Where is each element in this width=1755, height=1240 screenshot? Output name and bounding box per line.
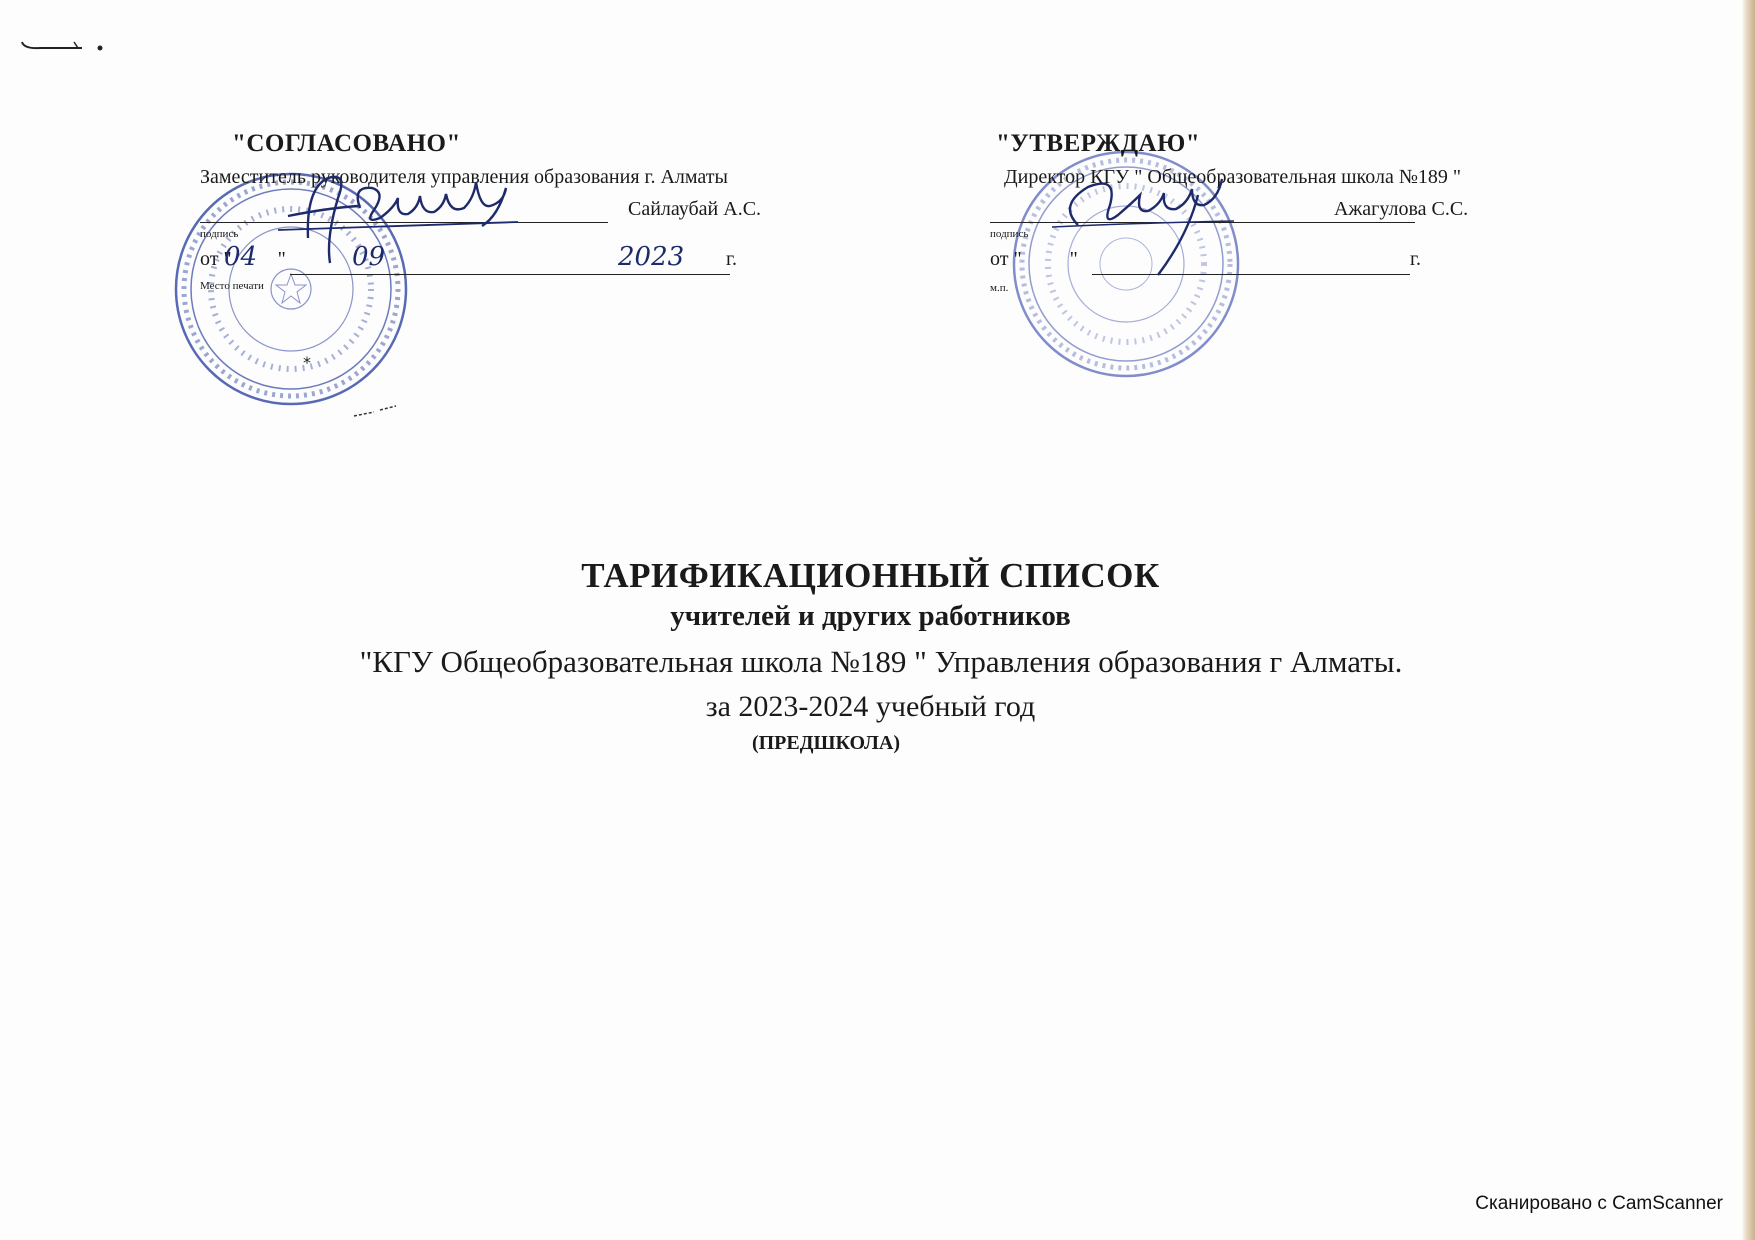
right-date-quote-close: "	[1069, 248, 1078, 270]
right-approval-heading: "УТВЕРЖДАЮ"	[996, 130, 1201, 157]
left-approval-heading: "СОГЛАСОВАНО"	[232, 130, 461, 157]
page-edge-shadow	[1741, 0, 1755, 1240]
document-subtitle: учителей и других работников	[670, 600, 1071, 632]
left-date-prefix: от "	[200, 248, 232, 270]
left-handwritten-signature	[268, 168, 530, 278]
scanner-watermark: Сканировано с CamScanner	[1475, 1193, 1723, 1214]
right-handwritten-signature	[1048, 165, 1238, 285]
right-approver-position: Директор КГУ " Общеобразовательная школа №189 "	[1004, 166, 1462, 188]
left-approver-position: Заместитель руководителя управления образования г. Алматы	[200, 166, 728, 188]
right-stamp-caption: м.п.	[990, 282, 1009, 294]
stray-ink-mark	[352, 404, 398, 420]
left-approver-name: Сайлаубай А.С.	[628, 198, 762, 220]
right-date-prefix: от "	[990, 248, 1022, 270]
right-year-suffix: г.	[1410, 248, 1421, 270]
left-date-quote-close: "	[277, 248, 286, 270]
document-title: ТАРИФИКАЦИОННЫЙ СПИСОК	[581, 556, 1160, 595]
left-stamp-caption: Место печати	[200, 280, 264, 292]
svg-text:*: *	[303, 353, 311, 372]
right-sign-caption: подпись	[990, 228, 1029, 240]
left-handwritten-day: 04	[224, 242, 258, 272]
right-approver-name: Ажагулова С.С.	[1334, 198, 1469, 220]
document-section-label: (ПРЕДШКОЛА)	[751, 732, 901, 754]
left-handwritten-year: 2023	[618, 242, 685, 272]
document-organization: "КГУ Общеобразовательная школа №189 " Управления образования г Алматы.	[359, 644, 1403, 679]
left-year-suffix: г.	[726, 248, 737, 270]
left-handwritten-month: 09	[352, 242, 386, 272]
corner-pen-mark	[20, 38, 105, 52]
document-academic-year: за 2023-2024 учебный год	[705, 690, 1036, 723]
left-sign-caption: подпись	[200, 228, 239, 240]
